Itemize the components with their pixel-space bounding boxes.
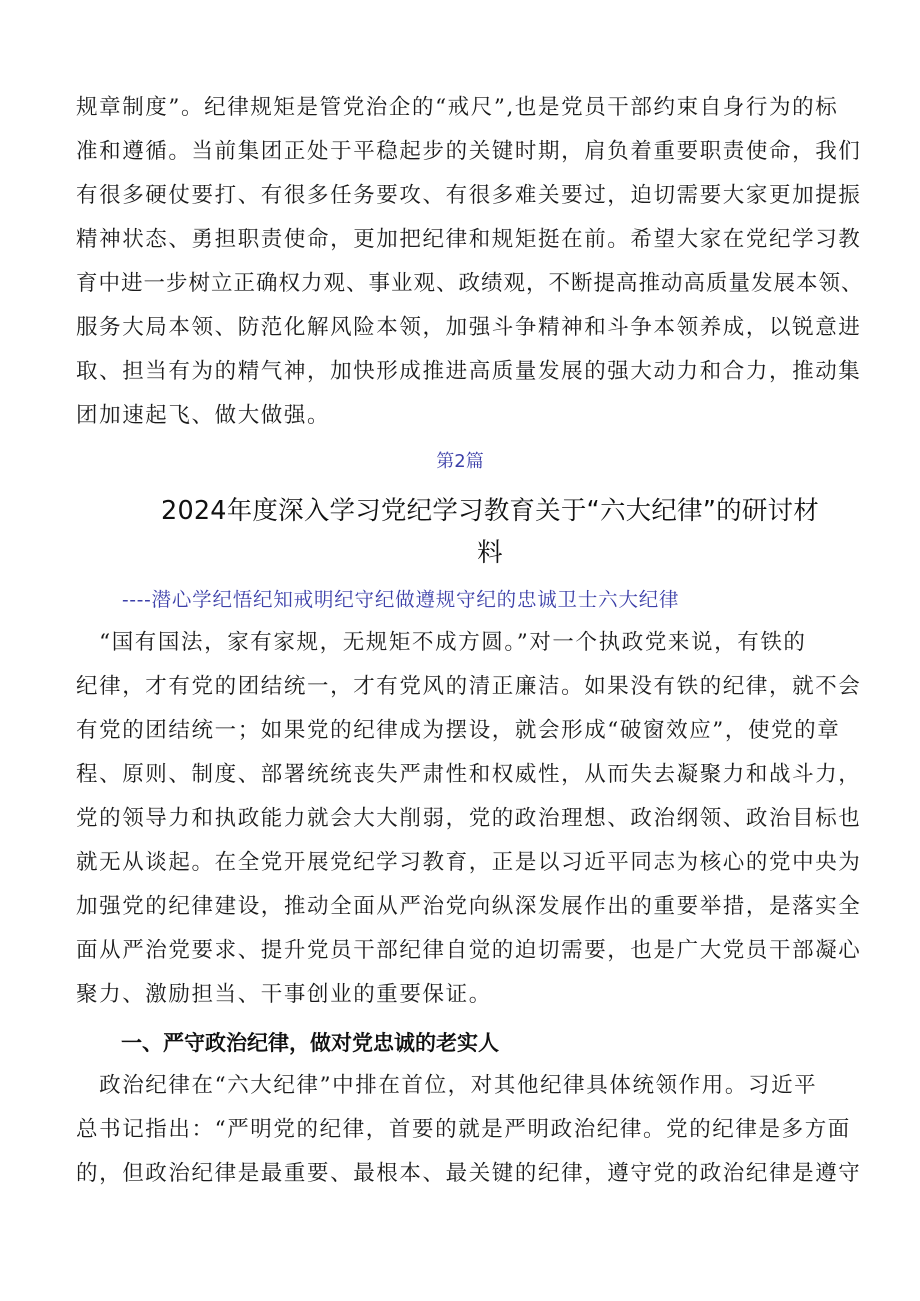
paragraph-line: 有党的团结统一；如果党的纪律成为摆设，就会形成“破窗效应”，使党的章 bbox=[76, 718, 841, 743]
paragraph-line: 精神状态、勇担职责使命，更加把纪律和规矩挺在前。希望大家在党纪学习教 bbox=[76, 227, 862, 252]
paragraph-line: 有很多硬仗要打、有很多任务要攻、有很多难关要过，迫切需要大家更加提振 bbox=[76, 183, 862, 208]
article-title-continued: 料 bbox=[477, 538, 503, 568]
paragraph-line: 准和遵循。当前集团正处于平稳起步的关键时期，肩负着重要职责使命，我们 bbox=[76, 139, 862, 164]
paragraph-line: “国有国法，家有家规，无规矩不成方圆。”对一个执政党来说，有铁的 bbox=[76, 630, 807, 655]
paragraph-line: 规章制度”。纪律规矩是管党治企的“戒尺”,也是党员干部约束自身行为的标 bbox=[76, 95, 839, 120]
paragraph-line: 加强党的纪律建设，推动全面从严治党向纵深发展作出的重要举措，是落实全 bbox=[76, 894, 862, 919]
article-title: 2024年度深入学习党纪学习教育关于“六大纪律”的研讨材 bbox=[161, 496, 819, 526]
paragraph-line: 党的领导力和执政能力就会大大削弱，党的政治理想、政治纲领、政治目标也 bbox=[76, 806, 862, 831]
article-number-tag: 第2篇 bbox=[436, 451, 484, 472]
paragraph-line: 纪律，才有党的团结统一，才有党风的清正廉洁。如果没有铁的纪律，就不会 bbox=[76, 674, 862, 699]
section-heading: 一、严守政治纪律，做对党忠诚的老实人 bbox=[121, 1031, 499, 1055]
paragraph-line: 政治纪律在“六大纪律”中排在首位，对其他纪律具体统领作用。习近平 bbox=[76, 1073, 818, 1098]
paragraph-line: 育中进一步树立正确权力观、事业观、政绩观，不断提高推动高质量发展本领、 bbox=[76, 271, 864, 296]
paragraph-line: 就无从谈起。在全党开展党纪学习教育，正是以习近平同志为核心的党中央为 bbox=[76, 850, 862, 875]
paragraph-line: 总书记指出：“严明党的纪律，首要的就是严明政治纪律。党的纪律是多方面 bbox=[76, 1117, 851, 1142]
paragraph-line: 的，但政治纪律是最重要、最根本、最关键的纪律，遵守党的政治纪律是遵守 bbox=[76, 1161, 862, 1186]
paragraph-line: 程、原则、制度、部署统统丧失严肃性和权威性，从而失去凝聚力和战斗力， bbox=[76, 762, 862, 787]
paragraph-line: 面从严治党要求、提升党员干部纪律自觉的迫切需要，也是广大党员干部凝心 bbox=[76, 938, 862, 963]
paragraph-line: 服务大局本领、防范化解风险本领，加强斗争精神和斗争本领养成，以锐意进 bbox=[76, 315, 862, 340]
paragraph-line: 聚力、激励担当、干事创业的重要保证。 bbox=[76, 982, 492, 1007]
article-subtitle: ----潜心学纪悟纪知戒明纪守纪做遵规守纪的忠诚卫士六大纪律 bbox=[122, 588, 680, 611]
paragraph-line: 团加速起飞、做大做强。 bbox=[76, 403, 331, 428]
paragraph-line: 取、担当有为的精气神，加快形成推进高质量发展的强大动力和合力，推动集 bbox=[76, 359, 862, 384]
